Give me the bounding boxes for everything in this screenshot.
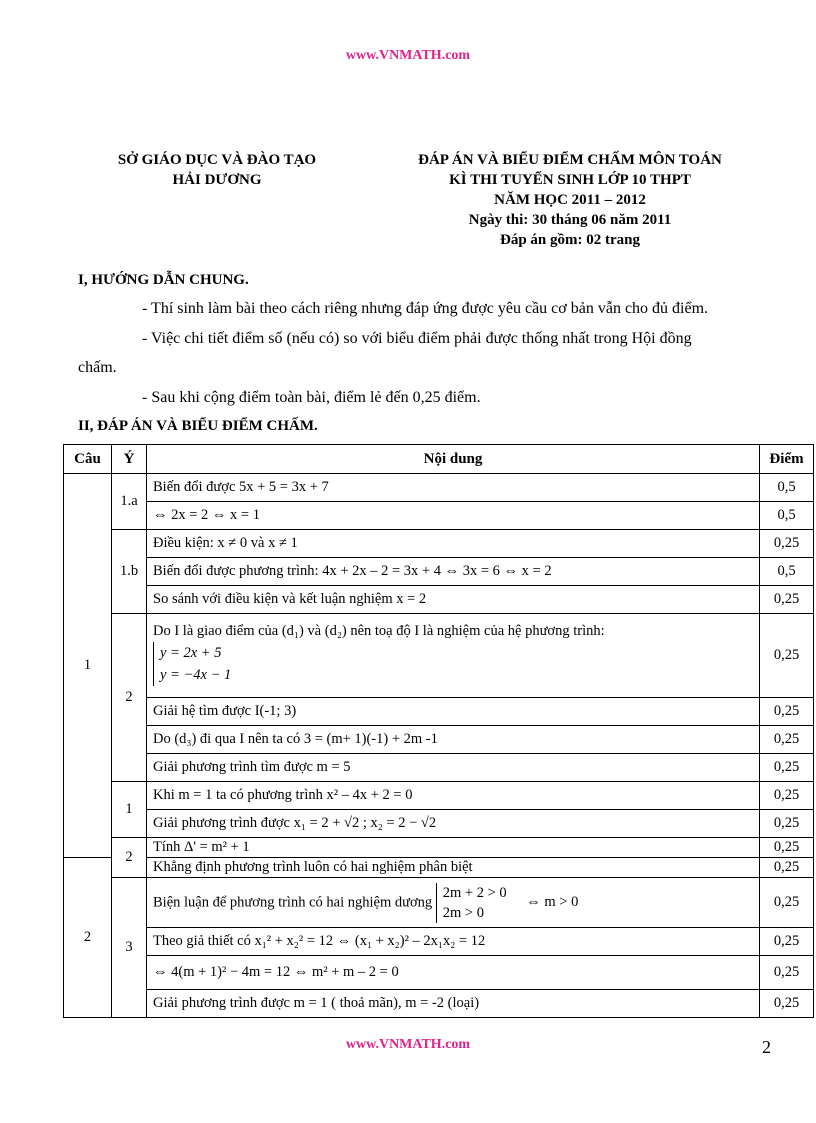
exam-title-line: NĂM HỌC 2011 – 2012	[494, 192, 646, 208]
part-label: 1.b	[112, 530, 147, 614]
content-cell: Biến đổi được 5x + 5 = 3x + 7	[147, 474, 760, 502]
score-cell: 0,5	[760, 558, 814, 586]
content-cell: Biến đổi được phương trình: 4x + 2x – 2 = 3x + 4 ⇔ 3x = 6 ⇔ x = 2	[147, 558, 760, 586]
content-cell: ⇔ 4(m + 1)² − 4m = 12 ⇔ m² + m – 2 = 0	[147, 956, 760, 990]
condition-system	[436, 883, 507, 923]
table-row	[64, 928, 814, 956]
table-row	[64, 502, 814, 530]
table-row	[64, 990, 814, 1018]
score-cell: 0,25	[760, 990, 814, 1018]
score-cell: 0,25	[760, 928, 814, 956]
content-cell: Khẳng định phương trình luôn có hai nghiệm phân biệt	[147, 858, 760, 878]
table-row	[64, 558, 814, 586]
table-row	[64, 614, 814, 698]
score-cell: 0,25	[760, 858, 814, 878]
exam-title-block	[380, 150, 760, 250]
department-header	[92, 150, 342, 190]
score-cell: 0,5	[760, 502, 814, 530]
content-cell: Tính Δ' = m² + 1	[147, 838, 760, 858]
department-line: SỞ GIÁO DỤC VÀ ĐÀO TẠO	[117, 152, 317, 168]
part-label: 2	[112, 838, 147, 878]
table-row	[64, 698, 814, 726]
section-answer-title: II, ĐÁP ÁN VÀ BIỂU ĐIỂM CHẤM.	[78, 418, 318, 434]
content-cell: Khi m = 1 ta có phương trình x² – 4x + 2 = 0	[147, 782, 760, 810]
score-cell: 0,25	[760, 956, 814, 990]
content-cell	[147, 878, 760, 928]
content-cell: Do (d₃) đi qua I nên ta có 3 = (m+ 1)(-1) + 2m -1	[147, 726, 760, 754]
table-row	[64, 726, 814, 754]
system-intro: Do I là giao điểm của (d₁) và (d₂) nên toạ độ I là nghiệm của hệ phương trình:	[153, 623, 605, 639]
page-number: 2	[762, 1037, 771, 1057]
score-cell: 0,5	[760, 474, 814, 502]
content-cell: Giải phương trình được x₁ = 2 + √2 ; x₂ = 2 − √2	[147, 810, 760, 838]
part-label: 2	[112, 614, 147, 782]
score-cell: 0,25	[760, 530, 814, 558]
table-row	[64, 878, 814, 928]
score-cell: 0,25	[760, 838, 814, 858]
content-cell: Điều kiện: x ≠ 0 và x ≠ 1	[147, 530, 760, 558]
general-guideline: - Thí sinh làm bài theo cách riêng nhưng đáp ứng được yêu cầu cơ bản vẫn cho đủ điểm.	[142, 300, 709, 317]
site-watermark-bottom[interactable]: www.VNMATH.com	[345, 1037, 471, 1052]
table-row	[64, 474, 814, 502]
part-label: 1	[112, 782, 147, 838]
department-line: HẢI DƯƠNG	[172, 172, 262, 188]
content-cell: Giải hệ tìm được I(-1; 3)	[147, 698, 760, 726]
condition-intro: Biện luận để phương trình có hai nghiệm dương	[153, 893, 433, 910]
content-cell: Giải phương trình tìm được m = 5	[147, 754, 760, 782]
general-guideline: - Sau khi cộng điểm toàn bài, điểm lẻ đến 0,25 điểm.	[142, 389, 481, 406]
equation: y = 2x + 5	[160, 645, 222, 661]
exam-title-line: Ngày thi: 30 tháng 06 năm 2011	[468, 212, 672, 228]
condition-result: ⇔ m > 0	[526, 893, 579, 910]
exam-title-line: Đáp án gồm: 02 trang	[499, 232, 640, 248]
content-cell: ⇔ 2x = 2 ⇔ x = 1	[147, 502, 760, 530]
content-cell: Theo giả thiết có x₁² + x₂² = 12 ⇔ (x₁ + x₂)² – 2x₁x₂ = 12	[147, 928, 760, 956]
score-cell: 0,25	[760, 586, 814, 614]
header-y: Ý	[112, 445, 147, 474]
table-row	[64, 586, 814, 614]
table-row	[64, 754, 814, 782]
table-row	[64, 956, 814, 990]
section-general-title: I, HƯỚNG DẪN CHUNG.	[78, 272, 249, 288]
condition: 2m + 2 > 0	[442, 884, 507, 901]
header-cau: Câu	[64, 445, 112, 474]
equation-system	[153, 642, 231, 686]
question-number: 1	[64, 474, 112, 858]
exam-title-line: ĐÁP ÁN VÀ BIỂU ĐIỂM CHẤM MÔN TOÁN	[418, 152, 722, 168]
site-watermark-top[interactable]: www.VNMATH.com	[345, 48, 471, 63]
score-cell: 0,25	[760, 782, 814, 810]
score-cell: 0,25	[760, 726, 814, 754]
score-cell: 0,25	[760, 698, 814, 726]
table-row	[64, 530, 814, 558]
table-row	[64, 838, 814, 858]
part-label: 1.a	[112, 474, 147, 530]
exam-title-line: KÌ THI TUYỂN SINH LỚP 10 THPT	[449, 172, 691, 188]
header-diem: Điểm	[760, 445, 814, 474]
question-number: 2	[64, 858, 112, 1018]
table-header-row	[64, 445, 814, 474]
table-row	[64, 810, 814, 838]
score-cell: 0,25	[760, 878, 814, 928]
content-cell: So sánh với điều kiện và kết luận nghiệm x = 2	[147, 586, 760, 614]
score-cell: 0,25	[760, 614, 814, 698]
table-row	[64, 858, 814, 878]
header-noidung: Nội dung	[147, 445, 760, 474]
content-cell	[147, 614, 760, 698]
part-label: 3	[112, 878, 147, 1018]
general-guideline: chấm.	[78, 359, 117, 376]
equation: y = −4x − 1	[160, 667, 232, 683]
score-cell: 0,25	[760, 810, 814, 838]
condition: 2m > 0	[442, 904, 484, 921]
score-cell: 0,25	[760, 754, 814, 782]
answer-score-table	[63, 444, 814, 1018]
content-cell: Giải phương trình được m = 1 ( thoả mãn), m = -2 (loại)	[147, 990, 760, 1018]
table-row	[64, 782, 814, 810]
general-guideline: - Việc chi tiết điểm số (nếu có) so với biểu điểm phải được thống nhất trong Hội đồng	[142, 330, 692, 347]
